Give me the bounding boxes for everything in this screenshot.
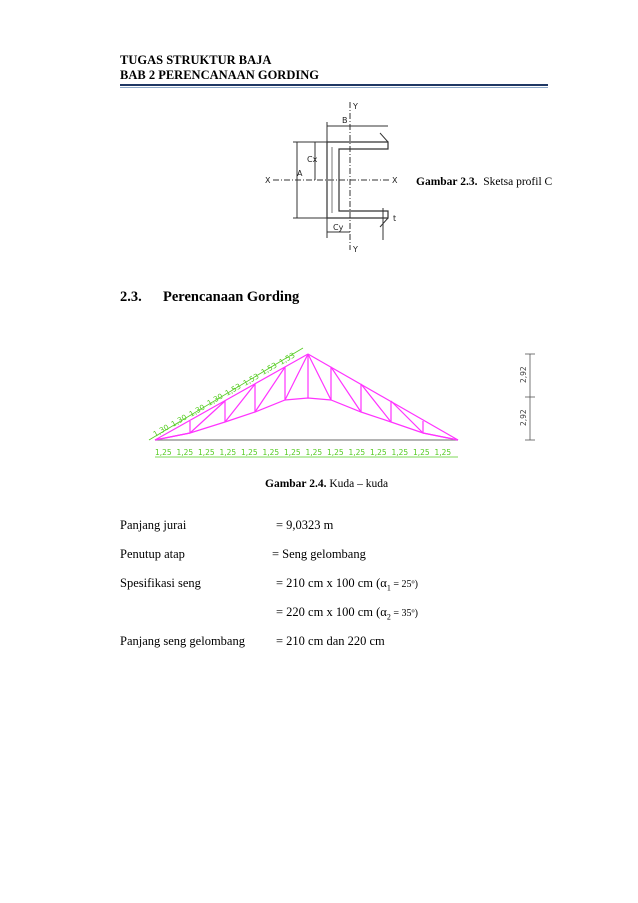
header-chapter: BAB 2 PERENCANAAN GORDING xyxy=(120,68,319,82)
header-title: TUGAS STRUKTUR BAJA xyxy=(120,53,272,67)
spec-value-text: = 210 cm x 100 cm ( xyxy=(276,576,381,590)
bottom-label: 1,25 xyxy=(370,448,387,457)
bottom-label: 1,25 xyxy=(284,448,301,457)
alpha-subscript: 1 xyxy=(386,583,391,593)
figure-2-4-caption xyxy=(265,478,388,490)
section-number: 2.3. xyxy=(120,289,142,305)
rafter-label: 1,30 xyxy=(187,402,207,419)
spec-label: Penutup atap xyxy=(120,547,185,561)
spec-value xyxy=(276,605,418,622)
label-a: A xyxy=(297,169,303,178)
rafter-label: 1,30 xyxy=(205,391,225,408)
bottom-label: 1,25 xyxy=(198,448,215,457)
spec-value-text: = 220 cm x 100 cm ( xyxy=(276,605,381,619)
angle-value: = 35º) xyxy=(390,608,418,619)
label-y-top: Y xyxy=(353,102,358,111)
section-title: Perencanaan Gording xyxy=(163,289,300,305)
bottom-label: 1,25 xyxy=(219,448,237,457)
caption-label: Gambar 2.3. xyxy=(416,176,478,188)
label-cx: Cx xyxy=(307,155,318,164)
alpha-symbol: α xyxy=(380,605,387,619)
header-rule-thin xyxy=(120,87,548,88)
header-rule xyxy=(120,84,548,86)
height-label: 2,92 xyxy=(519,366,528,383)
rafter-label: 1,53 xyxy=(277,350,297,367)
spec-label: Panjang jurai xyxy=(120,518,187,532)
label-x-right: X xyxy=(392,176,398,185)
spec-label: Spesifikasi seng xyxy=(120,576,201,590)
bottom-label: 1,25 xyxy=(348,448,366,457)
c-profile-sketch xyxy=(255,100,405,260)
bottom-label: 1,25 xyxy=(262,448,280,457)
label-b: B xyxy=(342,116,348,125)
height-label: 2,92 xyxy=(519,409,528,426)
caption-label: Gambar 2.4. xyxy=(265,478,327,490)
truss-drawing xyxy=(145,340,565,470)
caption-text: Kuda – kuda xyxy=(329,478,389,490)
rafter-label: 1,30 xyxy=(169,412,189,429)
bottom-label: 1,25 xyxy=(241,448,258,457)
label-y-bottom: Y xyxy=(353,245,358,254)
spec-value: = Seng gelombang xyxy=(272,547,366,561)
label-x-left: X xyxy=(265,176,271,185)
spec-label: Panjang seng gelombang xyxy=(120,634,245,648)
bottom-label: 1,25 xyxy=(176,448,194,457)
rafter-label: 1,30 xyxy=(151,422,171,439)
bottom-label: 1,25 xyxy=(155,448,172,457)
bottom-label: 1,25 xyxy=(305,448,323,457)
alpha-symbol: α xyxy=(380,576,387,590)
bottom-label: 1,25 xyxy=(391,448,409,457)
truss-members xyxy=(155,354,458,440)
label-cy: Cy xyxy=(333,223,344,232)
rafter-label: 1,53 xyxy=(259,360,279,377)
figure-2-3-caption xyxy=(416,176,552,188)
angle-value: = 25º) xyxy=(390,579,418,590)
label-t: t xyxy=(393,214,397,223)
bottom-label: 1,25 xyxy=(327,448,344,457)
spec-value xyxy=(276,576,418,593)
caption-text: Sketsa profil C xyxy=(483,176,553,188)
spec-value: = 210 cm dan 220 cm xyxy=(276,634,385,648)
bottom-label: 1,25 xyxy=(413,448,430,457)
spec-value: = 9,0323 m xyxy=(276,518,334,532)
rafter-label: 1,53 xyxy=(241,371,261,388)
bottom-label: 1,25 xyxy=(434,448,452,457)
rafter-label: 1,53 xyxy=(223,381,243,398)
alpha-subscript: 2 xyxy=(386,612,391,622)
